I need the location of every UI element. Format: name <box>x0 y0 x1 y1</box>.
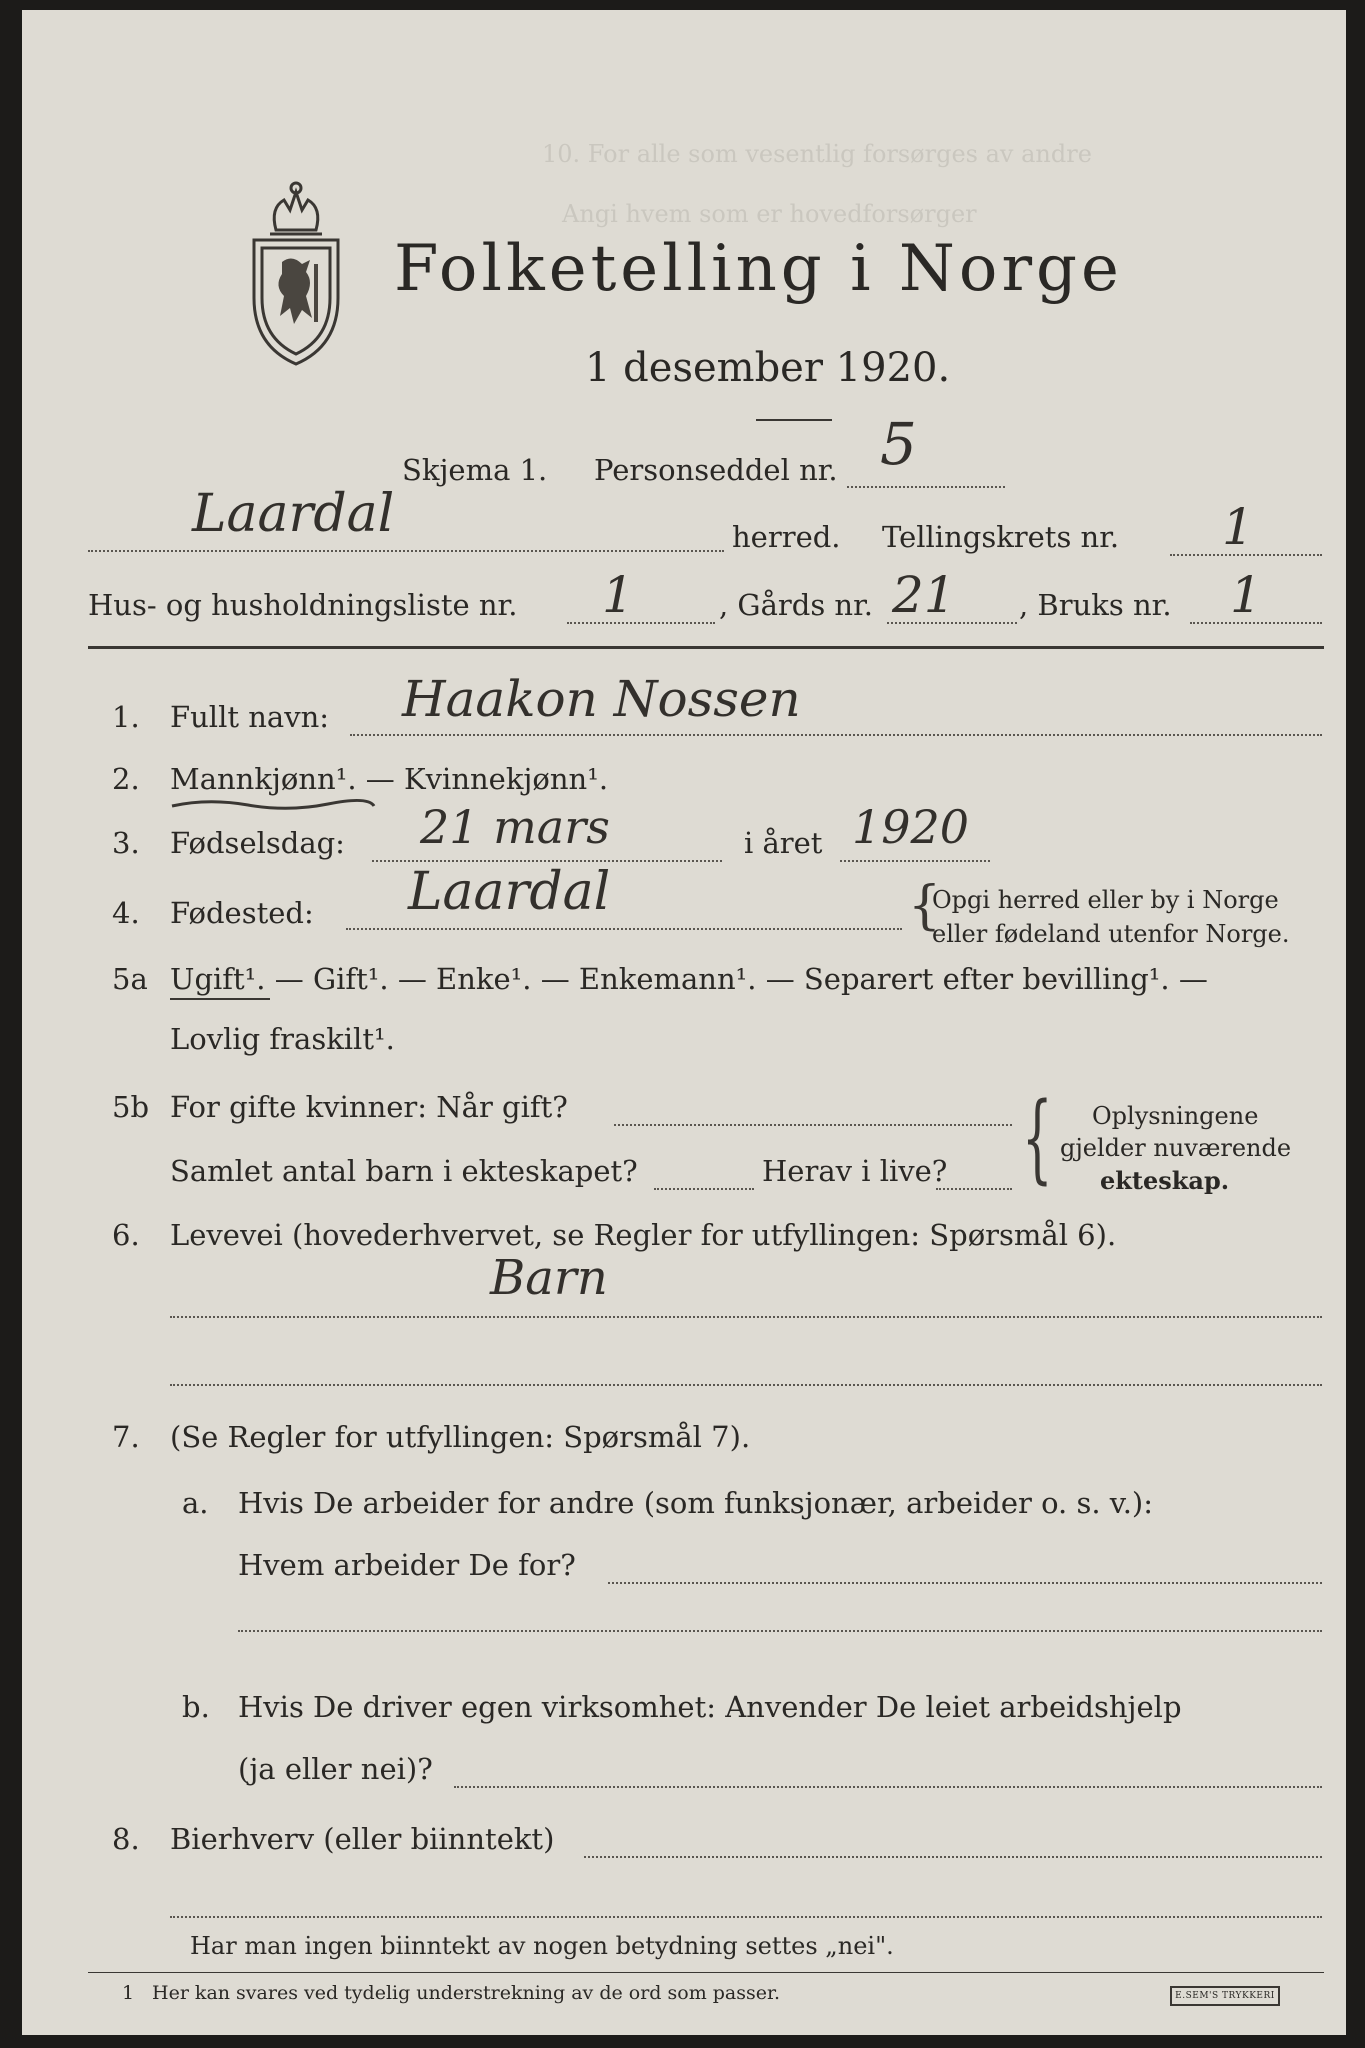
bruks-value[interactable]: 1 <box>1230 566 1262 624</box>
birthplace-note-brace: { <box>908 876 942 936</box>
title-divider <box>756 419 832 421</box>
birthday-value[interactable]: 21 mars <box>420 800 610 854</box>
question-number: 1. <box>112 700 140 734</box>
subquestion-letter: b. <box>182 1690 210 1724</box>
self-employed-label: Hvis De driver egen virksomhet: Anvender De leiet arbeidshjelp <box>238 1690 1182 1724</box>
gards-value[interactable]: 21 <box>892 566 956 624</box>
birthplace-line <box>346 928 902 930</box>
divorced-option[interactable]: Lovlig fraskilt¹. <box>170 1022 395 1056</box>
birthplace-label: Fødested: <box>170 896 314 930</box>
when-married-label: For gifte kvinner: Når gift? <box>170 1090 568 1124</box>
coat-of-arms-icon <box>240 178 352 368</box>
tellingskrets-value[interactable]: 1 <box>1222 498 1254 556</box>
occupation-line-1 <box>170 1316 1322 1318</box>
herred-line <box>88 550 724 552</box>
hus-value[interactable]: 1 <box>602 566 634 624</box>
employer-label: Hvem arbeider De for? <box>238 1548 576 1582</box>
form-title: Folketelling i Norge <box>394 232 1123 306</box>
children-alive-label: Herav i live? <box>762 1154 948 1188</box>
gender-options <box>170 762 608 796</box>
option-separator: — <box>356 762 404 796</box>
occupation-line-2 <box>170 1384 1322 1386</box>
bleed-through-text: Angi hvem som er hovedforsørger <box>562 200 977 228</box>
question-number: 5a <box>112 962 148 996</box>
hired-help-label: (ja eller nei)? <box>238 1752 433 1786</box>
when-married-line <box>614 1124 1012 1126</box>
female-option[interactable]: Kvinnekjønn¹. <box>404 762 609 796</box>
birthplace-value[interactable]: Laardal <box>408 862 611 922</box>
children-alive-line <box>936 1188 1012 1190</box>
question-number: 7. <box>112 1420 140 1454</box>
children-total-label: Samlet antal barn i ekteskapet? <box>170 1154 638 1188</box>
birthplace-note-line2: eller fødeland utenfor Norge. <box>932 920 1290 948</box>
footnote-mark: 1 <box>122 1982 135 2004</box>
full-name-line <box>350 734 1322 736</box>
ugift-underline-mark <box>170 998 270 1000</box>
person-number-value[interactable]: 5 <box>880 410 917 478</box>
census-form-page <box>22 10 1346 2035</box>
male-option[interactable]: Mannkjønn¹. <box>170 762 357 796</box>
question-number: 6. <box>112 1218 140 1252</box>
hus-label: Hus- og husholdningsliste nr. <box>88 588 518 622</box>
question-number: 2. <box>112 762 140 796</box>
herred-label: herred. <box>732 520 841 554</box>
marriage-note-line3: ekteskap. <box>1100 1166 1230 1195</box>
printer-stamp: E.SEM'S TRYKKERI <box>1170 1986 1280 2006</box>
person-number-line <box>847 486 1005 488</box>
herred-value[interactable]: Laardal <box>192 484 395 544</box>
full-name-label: Fullt navn: <box>170 700 330 734</box>
header-rule <box>88 646 1324 649</box>
marriage-note-line1: Oplysningene <box>1092 1102 1259 1130</box>
question-number: 4. <box>112 896 140 930</box>
employer-line-2 <box>238 1630 1322 1632</box>
birthplace-note-line1: Opgi herred eller by i Norge <box>932 886 1279 914</box>
gards-label: , Gårds nr. <box>719 588 873 622</box>
side-income-label: Bierhverv (eller biinntekt) <box>170 1822 555 1856</box>
works-for-others-label: Hvis De arbeider for andre (som funksjonær, arbeider o. s. v.): <box>238 1486 1154 1520</box>
side-income-note: Har man ingen biinntekt av nogen betydning settes „nei". <box>190 1932 894 1960</box>
children-total-line <box>654 1188 754 1190</box>
full-name-value[interactable]: Haakon Nossen <box>402 670 801 728</box>
subquestion-letter: a. <box>182 1486 209 1520</box>
hus-line <box>567 622 715 624</box>
bleed-through-text: 10. For alle som vesentlig forsørges av andre <box>542 140 1092 168</box>
birth-year-line <box>840 860 990 862</box>
question-number: 8. <box>112 1822 140 1856</box>
birth-year-value[interactable]: 1920 <box>852 800 970 854</box>
tellingskrets-label: Tellingskrets nr. <box>882 520 1120 554</box>
footnote-rule <box>88 1972 1324 1973</box>
question-number: 5b <box>112 1090 150 1124</box>
employment-intro-label: (Se Regler for utfyllingen: Spørsmål 7). <box>170 1420 751 1454</box>
bruks-label: , Bruks nr. <box>1019 588 1172 622</box>
footnote-text: Her kan svares ved tydelig understrekning av de ord som passer. <box>152 1982 781 2004</box>
employer-line <box>608 1582 1322 1584</box>
side-income-line <box>584 1856 1322 1858</box>
marriage-note-line2: gjelder nuværende <box>1060 1134 1292 1162</box>
question-number: 3. <box>112 826 140 860</box>
marriage-note-brace: { <box>1022 1082 1053 1194</box>
side-income-line-2 <box>170 1916 1322 1918</box>
birth-year-label: i året <box>744 826 823 860</box>
person-number-label: Personseddel nr. <box>594 453 838 487</box>
schema-label: Skjema 1. <box>402 453 548 487</box>
marital-status-options[interactable]: Ugift¹. — Gift¹. — Enke¹. — Enkemann¹. — Separert efter bevilling¹. — <box>170 962 1208 996</box>
census-date: 1 desember 1920. <box>585 345 951 391</box>
hired-help-line <box>454 1786 1322 1788</box>
occupation-value[interactable]: Barn <box>490 1250 608 1306</box>
male-underline-mark <box>168 796 378 814</box>
occupation-label: Levevei (hovederhvervet, se Regler for utfyllingen: Spørsmål 6). <box>170 1218 1117 1252</box>
birthday-label: Fødselsdag: <box>170 826 345 860</box>
